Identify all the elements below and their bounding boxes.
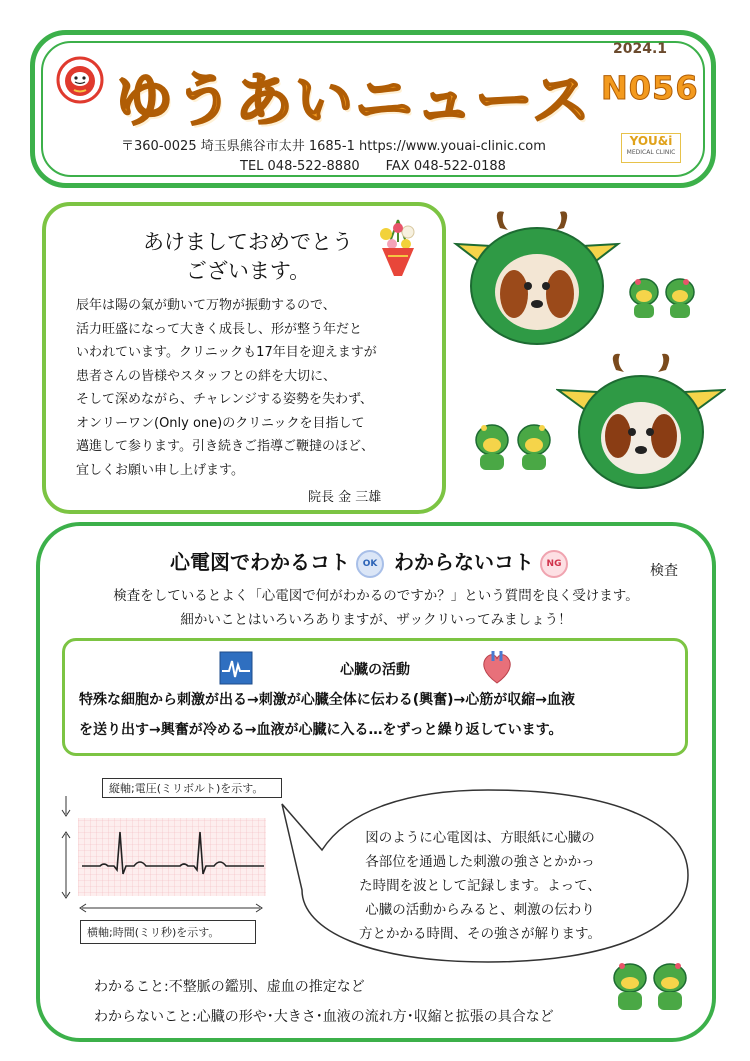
greeting-heading-line1: あけましておめでとう <box>143 230 353 254</box>
clinic-contact <box>240 159 532 174</box>
newsletter-header <box>30 30 716 188</box>
ecg-summary <box>94 972 554 1032</box>
horizontal-axis-label: 横軸;時間(ミリ秒)を示す。 <box>80 920 256 944</box>
explanation-line: 心臓の活動からみると、刺激の伝わり <box>365 902 595 918</box>
daruma-logo-icon <box>55 55 105 105</box>
heart-activity-line1: 特殊な細胞から刺激が出る→刺激が心臓全体に伝わる(興奮)→心筋が収縮→血液 <box>79 692 575 708</box>
clinic-logo-sub: MEDICAL CLINIC <box>626 149 676 156</box>
ecg-section <box>36 522 716 1042</box>
ecg-intro <box>40 584 712 632</box>
heart-activity-heading: 心臓の活動 <box>340 662 410 678</box>
category-tag: 検査 <box>650 563 678 579</box>
clinic-logo <box>621 133 681 163</box>
explanation-line: 図のように心電図は、方眼紙に心臓の <box>365 830 595 846</box>
heart-activity-line2: を送り出す→興奮が冷める→血液が心臓に入る…をずっと繰り返しています。 <box>79 722 563 738</box>
new-year-greeting-box <box>42 202 446 514</box>
greeting-heading-line2: ございます。 <box>185 259 311 283</box>
clinic-address: 〒360-0025 埼玉県熊谷市太井 1685-1 https://www.youai-clinic.com <box>121 139 546 154</box>
ecg-intro-line1: 検査をしているとよく「心電図で何がわかるのですか？」という質問を良く受けます。 <box>113 588 639 604</box>
what-ecg-can-tell: わかること:不整脈の鑑別、虚血の推定など <box>94 979 365 995</box>
clinic-tel: TEL 048-522-8880 <box>240 159 360 174</box>
newsletter-title: ゆうあいニュース <box>115 66 593 134</box>
ecg-section-title <box>170 546 578 578</box>
baby-dragons-icon-3 <box>608 950 694 1016</box>
issue-date: 2024.1 <box>613 41 668 57</box>
dragon-costume-dog-icon <box>452 206 622 346</box>
clinic-fax: FAX 048-522-0188 <box>385 159 506 174</box>
clinic-logo-name: YOU&i <box>629 134 673 148</box>
ecg-title-can: 心電図でわかるコト <box>170 550 350 574</box>
ng-badge-icon: NG <box>540 550 568 578</box>
flower-bouquet-icon <box>372 212 424 282</box>
heart-activity-box <box>62 638 688 756</box>
explanation-line: 各部位を通過した刺激の強さとかかっ <box>365 854 595 870</box>
greeting-body: 辰年は陽の氣が動いて万物が振動するので、 活力旺盛になって大きく成長し、形が整う年だと いわれています。クリニックも17年目を迎えますが 患者さんの皆様やスタッフとの絆を大切に、 そして深めながら、チャレンジする姿勢を失わず、 オンリーワン(Only one)のクリニックを目指して 邁進して参ります。引き続きご指導ご鞭撻のほど、 宜しくお願い申し上げます。 <box>76 298 377 478</box>
ok-badge-icon: OK <box>356 550 384 578</box>
ecg-explanation <box>330 826 630 946</box>
baby-dragons-icon <box>624 262 704 322</box>
dragon-costume-dog-icon-2 <box>556 350 726 490</box>
baby-dragons-icon-2 <box>470 408 560 478</box>
greeting-signature: 院長 金 三雄 <box>308 490 382 505</box>
ecg-graph <box>60 796 270 920</box>
ecg-title-cannot: わからないコト <box>394 550 534 574</box>
what-ecg-cannot-tell: わからないこと:心臓の形や･大きさ･血液の流れ方･収縮と拡張の具合など <box>94 1009 554 1025</box>
heart-activity-body <box>79 685 679 745</box>
explanation-line: 方とかかる時間、その強さが解ります。 <box>359 926 601 942</box>
issue-number: N056 <box>601 69 699 107</box>
explanation-line: た時間を波として記録します。よって、 <box>359 878 601 894</box>
vertical-axis-label: 縦軸;電圧(ミリボルト)を示す。 <box>102 778 282 798</box>
ecg-intro-line2: 細かいことはいろいろありますが、ザックリいってみましょう！ <box>180 612 572 628</box>
